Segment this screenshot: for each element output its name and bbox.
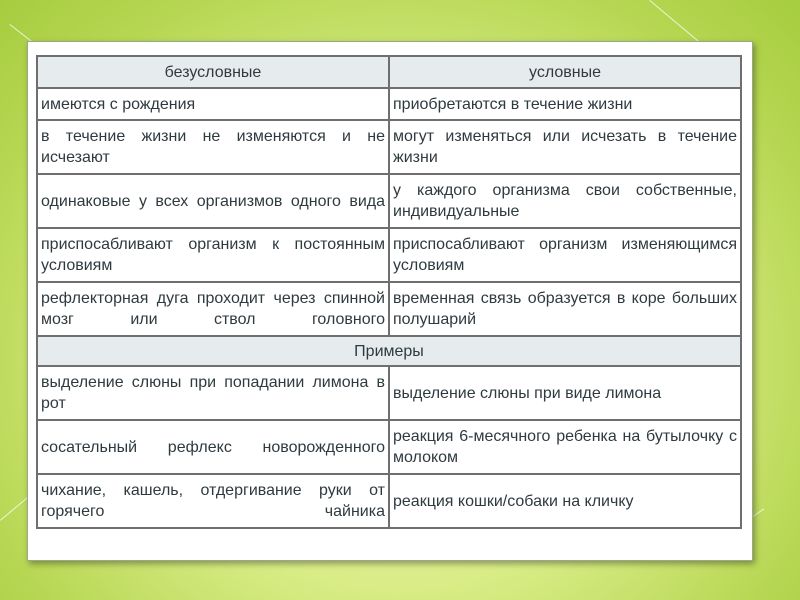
example-unconditioned: выделение слюны при попадании лимона в рот: [38, 367, 388, 419]
table-row: [38, 89, 740, 119]
slide-frame: [27, 41, 753, 561]
table-row: [38, 283, 740, 335]
table-row: [38, 367, 740, 419]
table-row: [38, 475, 740, 527]
example-conditioned: реакция 6-месячного ребенка на бутылочку с молоком: [390, 421, 740, 473]
example-unconditioned: чихание, кашель, отдергивание руки от горячего чайника: [38, 475, 388, 527]
cell-conditioned: могут изменяться или исчезать в течение жизни: [390, 121, 740, 173]
table-row: [38, 175, 740, 227]
cell-conditioned: приобретаются в течение жизни: [390, 89, 740, 119]
examples-section-row: [38, 337, 740, 365]
example-conditioned: реакция кошки/собаки на кличку: [390, 475, 740, 527]
header-unconditioned: безусловные: [38, 57, 388, 87]
cell-conditioned: приспосабливают организм изменяющимся условиям: [390, 229, 740, 281]
example-unconditioned: сосательный рефлекс новорожденного: [38, 421, 388, 473]
cell-unconditioned: приспосабливают организм к постоянным условиям: [38, 229, 388, 281]
table-row: [38, 121, 740, 173]
table-row: [38, 421, 740, 473]
cell-unconditioned: одинаковые у всех организмов одного вида: [38, 175, 388, 227]
cell-unconditioned: имеются с рождения: [38, 89, 388, 119]
cell-conditioned: временная связь образуется в коре больших полушарий: [390, 283, 740, 335]
reflex-comparison-table: [36, 55, 742, 529]
table-row: [38, 229, 740, 281]
cell-unconditioned: в течение жизни не изменяются и не исчезают: [38, 121, 388, 173]
cell-unconditioned: рефлекторная дуга проходит через спинной мозг или ствол головного: [38, 283, 388, 335]
table-header-row: [38, 57, 740, 87]
header-conditioned: условные: [390, 57, 740, 87]
cell-conditioned: у каждого организма свои собственные, индивидуальные: [390, 175, 740, 227]
example-conditioned: выделение слюны при виде лимона: [390, 367, 740, 419]
examples-section-title: Примеры: [38, 337, 740, 365]
